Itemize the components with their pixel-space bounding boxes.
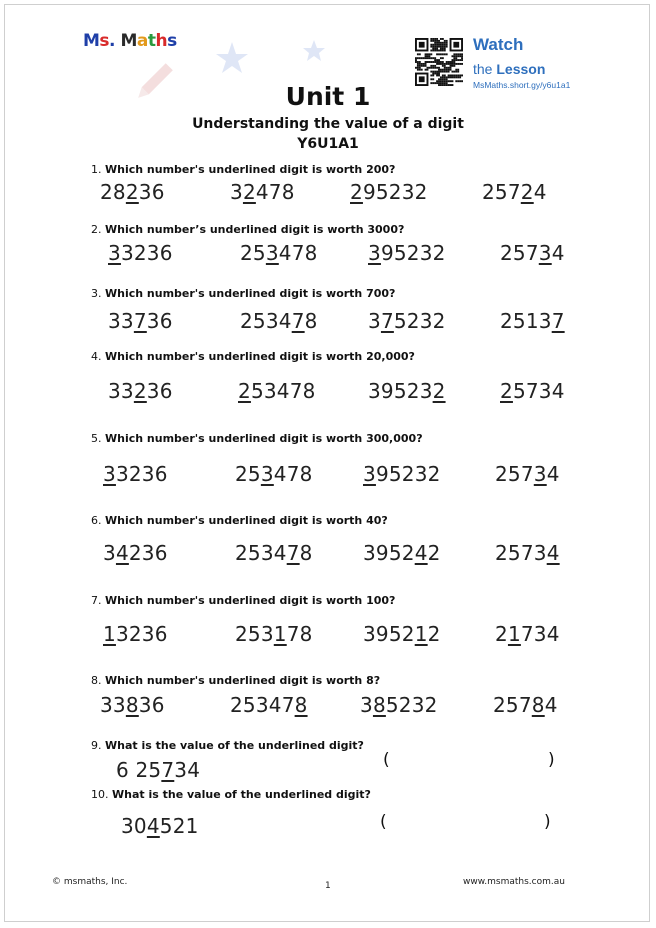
answer-option[interactable]: 25137 [500, 309, 565, 333]
answer-option[interactable]: 253478 [240, 309, 318, 333]
website[interactable]: www.msmaths.com.au [463, 877, 565, 887]
qr-code-icon[interactable] [415, 38, 463, 86]
copyright: © msmaths, Inc. [52, 877, 128, 887]
answer-option[interactable]: 21734 [495, 622, 560, 646]
page-number: 1 [325, 881, 331, 891]
answer-close-paren: ) [544, 812, 551, 832]
answer-option[interactable]: 253478 [238, 379, 316, 403]
watch-label: Watch [473, 35, 524, 54]
answer-option[interactable]: 395232 [368, 379, 446, 403]
question-1-prompt: 1. Which number's underlined digit is worth 200? [91, 163, 396, 176]
question-5-prompt: 5. Which number's underlined digit is worth 300,000? [91, 432, 423, 445]
answer-option[interactable]: 25734 [500, 241, 565, 265]
answer-open-paren: ( [383, 750, 390, 770]
answer-option[interactable]: 253178 [235, 622, 313, 646]
question-9-number: 6 25734 [116, 758, 201, 782]
lesson-prefix: the [473, 61, 493, 77]
answer-option[interactable]: 33236 [108, 241, 173, 265]
question-8-prompt: 8. Which number's underlined digit is worth 8? [91, 674, 381, 687]
answer-option[interactable]: 33236 [103, 462, 168, 486]
answer-option[interactable]: 395242 [363, 541, 441, 565]
answer-option[interactable]: 28236 [100, 180, 165, 204]
answer-option[interactable]: 295232 [350, 180, 428, 204]
answer-option[interactable]: 25784 [493, 693, 558, 717]
answer-option[interactable]: 253478 [230, 693, 308, 717]
answer-option[interactable]: 385232 [360, 693, 438, 717]
activity-code: Y6U1A1 [297, 136, 359, 152]
answer-option[interactable]: 25724 [482, 180, 547, 204]
question-10-number: 304521 [121, 814, 199, 838]
page-subtitle: Understanding the value of a digit [192, 116, 464, 132]
question-2-prompt: 2. Which number’s underlined digit is worth 3000? [91, 223, 405, 236]
question-6-prompt: 6. Which number's underlined digit is worth 40? [91, 514, 388, 527]
star-icon [216, 42, 248, 73]
star-icon [303, 40, 325, 61]
answer-option[interactable]: 33236 [108, 379, 173, 403]
answer-option[interactable]: 253478 [235, 462, 313, 486]
question-10-prompt: 10. What is the value of the underlined digit? [91, 788, 371, 801]
ms-maths-logo: Ms. Maths [83, 31, 177, 51]
answer-close-paren: ) [548, 750, 555, 770]
answer-option[interactable]: 25734 [500, 379, 565, 403]
lesson-link[interactable]: MsMaths.short.gy/y6u1a1 [473, 80, 571, 90]
question-7-prompt: 7. Which number's underlined digit is worth 100? [91, 594, 396, 607]
answer-option[interactable]: 13236 [103, 622, 168, 646]
answer-option[interactable]: 25734 [495, 462, 560, 486]
page-title: Unit 1 [285, 82, 371, 111]
answer-option[interactable]: 395232 [368, 241, 446, 265]
lesson-label [473, 61, 545, 77]
question-4-prompt: 4. Which number's underlined digit is worth 20,000? [91, 350, 415, 363]
lesson-word: Lesson [496, 61, 546, 77]
answer-option[interactable]: 253478 [235, 541, 313, 565]
answer-option[interactable]: 395232 [363, 462, 441, 486]
answer-option[interactable]: 375232 [368, 309, 446, 333]
answer-option[interactable]: 25734 [495, 541, 560, 565]
answer-option[interactable]: 33736 [108, 309, 173, 333]
answer-option[interactable]: 33836 [100, 693, 165, 717]
question-3-prompt: 3. Which number's underlined digit is worth 700? [91, 287, 396, 300]
question-9-prompt: 9. What is the value of the underlined digit? [91, 739, 364, 752]
answer-option[interactable]: 34236 [103, 541, 168, 565]
answer-option[interactable]: 32478 [230, 180, 295, 204]
answer-option[interactable]: 253478 [240, 241, 318, 265]
answer-option[interactable]: 395212 [363, 622, 441, 646]
answer-open-paren: ( [380, 812, 387, 832]
